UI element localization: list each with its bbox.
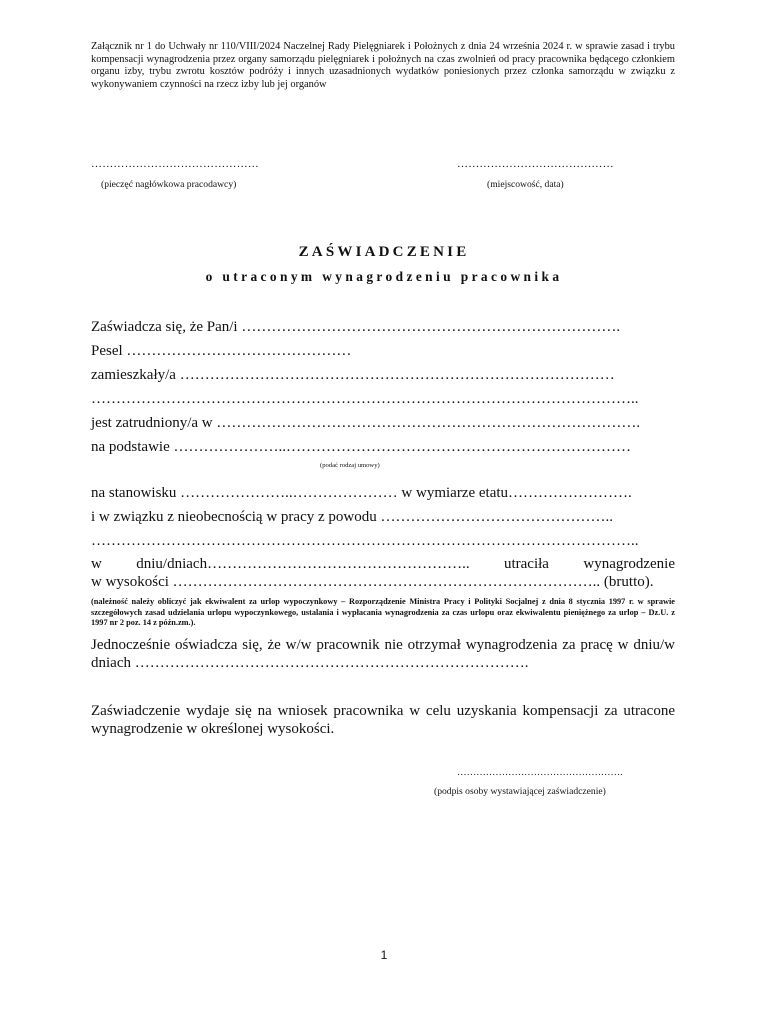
- line-lost-days: w dniu/dniach…………………………………………….. utraciła wynagrodzenie: [91, 556, 675, 572]
- line-address-continued: ………………………………………………………………………………………………..: [91, 391, 639, 407]
- signature-dots: …………………………………………….: [457, 767, 623, 778]
- line-absence-reason: i w związku z nieobecnością w pracy z powodu ………………………………………..: [91, 509, 613, 525]
- legal-basis-note: (należność należy obliczyć jak ekwiwalent za urlop wypoczynkowy – Rozporządzenie Ministra Pracy i Polityki Socjalnej z dnia 8 stycznia 1997 r. w sprawie szczegółowych zasad udzielania urlopu wypoczynkowego, ustalania i wypłacania wynagrodzenia za czas urlopu oraz ekwiwalentu pieniężnego za urlop – Dz.U. z 1997 nr 2 poz. 14 z późn.zm.).: [91, 597, 675, 628]
- line-absence-continued: ………………………………………………………………………………………………..: [91, 533, 639, 549]
- declaration-paragraph: Jednocześnie oświadcza się, że w/w pracownik nie otrzymał wynagrodzenia za pracę w dniu/w dniach …………………………………………………………………….: [91, 637, 675, 671]
- document-subtitle: o utraconym wynagrodzeniu pracownika: [205, 269, 563, 284]
- page-number: 1: [380, 948, 388, 962]
- place-date-dots: ……………………………………: [457, 158, 614, 170]
- line-lost-amount: w wysokości ………………………………………………………………………….. (brutto).: [91, 574, 654, 590]
- line-pesel: Pesel ………………………………………: [91, 343, 352, 359]
- signature-caption: (podpis osoby wystawiającej zaświadczenie): [434, 786, 606, 797]
- employer-stamp-dots: ………………………………………: [91, 158, 259, 170]
- line-employer: jest zatrudniony/a w ………………………………………………………………………….: [91, 415, 641, 431]
- employer-stamp-caption: (pieczęć nagłówkowa pracodawcy): [101, 179, 237, 190]
- line-employee-name: Zaświadcza się, że Pan/i ………………………………………………………………….: [91, 319, 621, 335]
- line-address: zamieszkały/a ……………………………………………………………………………: [91, 367, 615, 383]
- place-date-caption: (miejscowość, data): [487, 179, 564, 190]
- line-position: na stanowisku …………………..………………… w wymiarze etatu…………………….: [91, 485, 632, 501]
- line-contract-basis: na podstawie …………………..……………………………………………………………: [91, 439, 631, 455]
- purpose-paragraph: Zaświadczenie wydaje się na wniosek pracownika w celu uzyskania kompensacji za utracone wynagrodzenie w określonej wysokości.: [91, 703, 675, 737]
- attachment-header-note: Załącznik nr 1 do Uchwały nr 110/VIII/2024 Naczelnej Rady Pielęgniarek i Położnych z dnia 24 września 2024 r. w sprawie zasad i trybu kompensacji wynagrodzenia przez organy samorządu pielęgniarek i położnych na czas zwolnień od pracy pracownika będącego członkiem organu izby, trybu zwrotu kosztów podróży i innych uzasadnionych wydatków poniesionych przez członka samorządu w związku z wykonywaniem czynności na rzecz izby lub jej organów: [91, 41, 675, 90]
- contract-type-caption: (podać rodzaj umowy): [320, 462, 380, 469]
- document-title: ZAŚWIADCZENIE: [298, 244, 470, 260]
